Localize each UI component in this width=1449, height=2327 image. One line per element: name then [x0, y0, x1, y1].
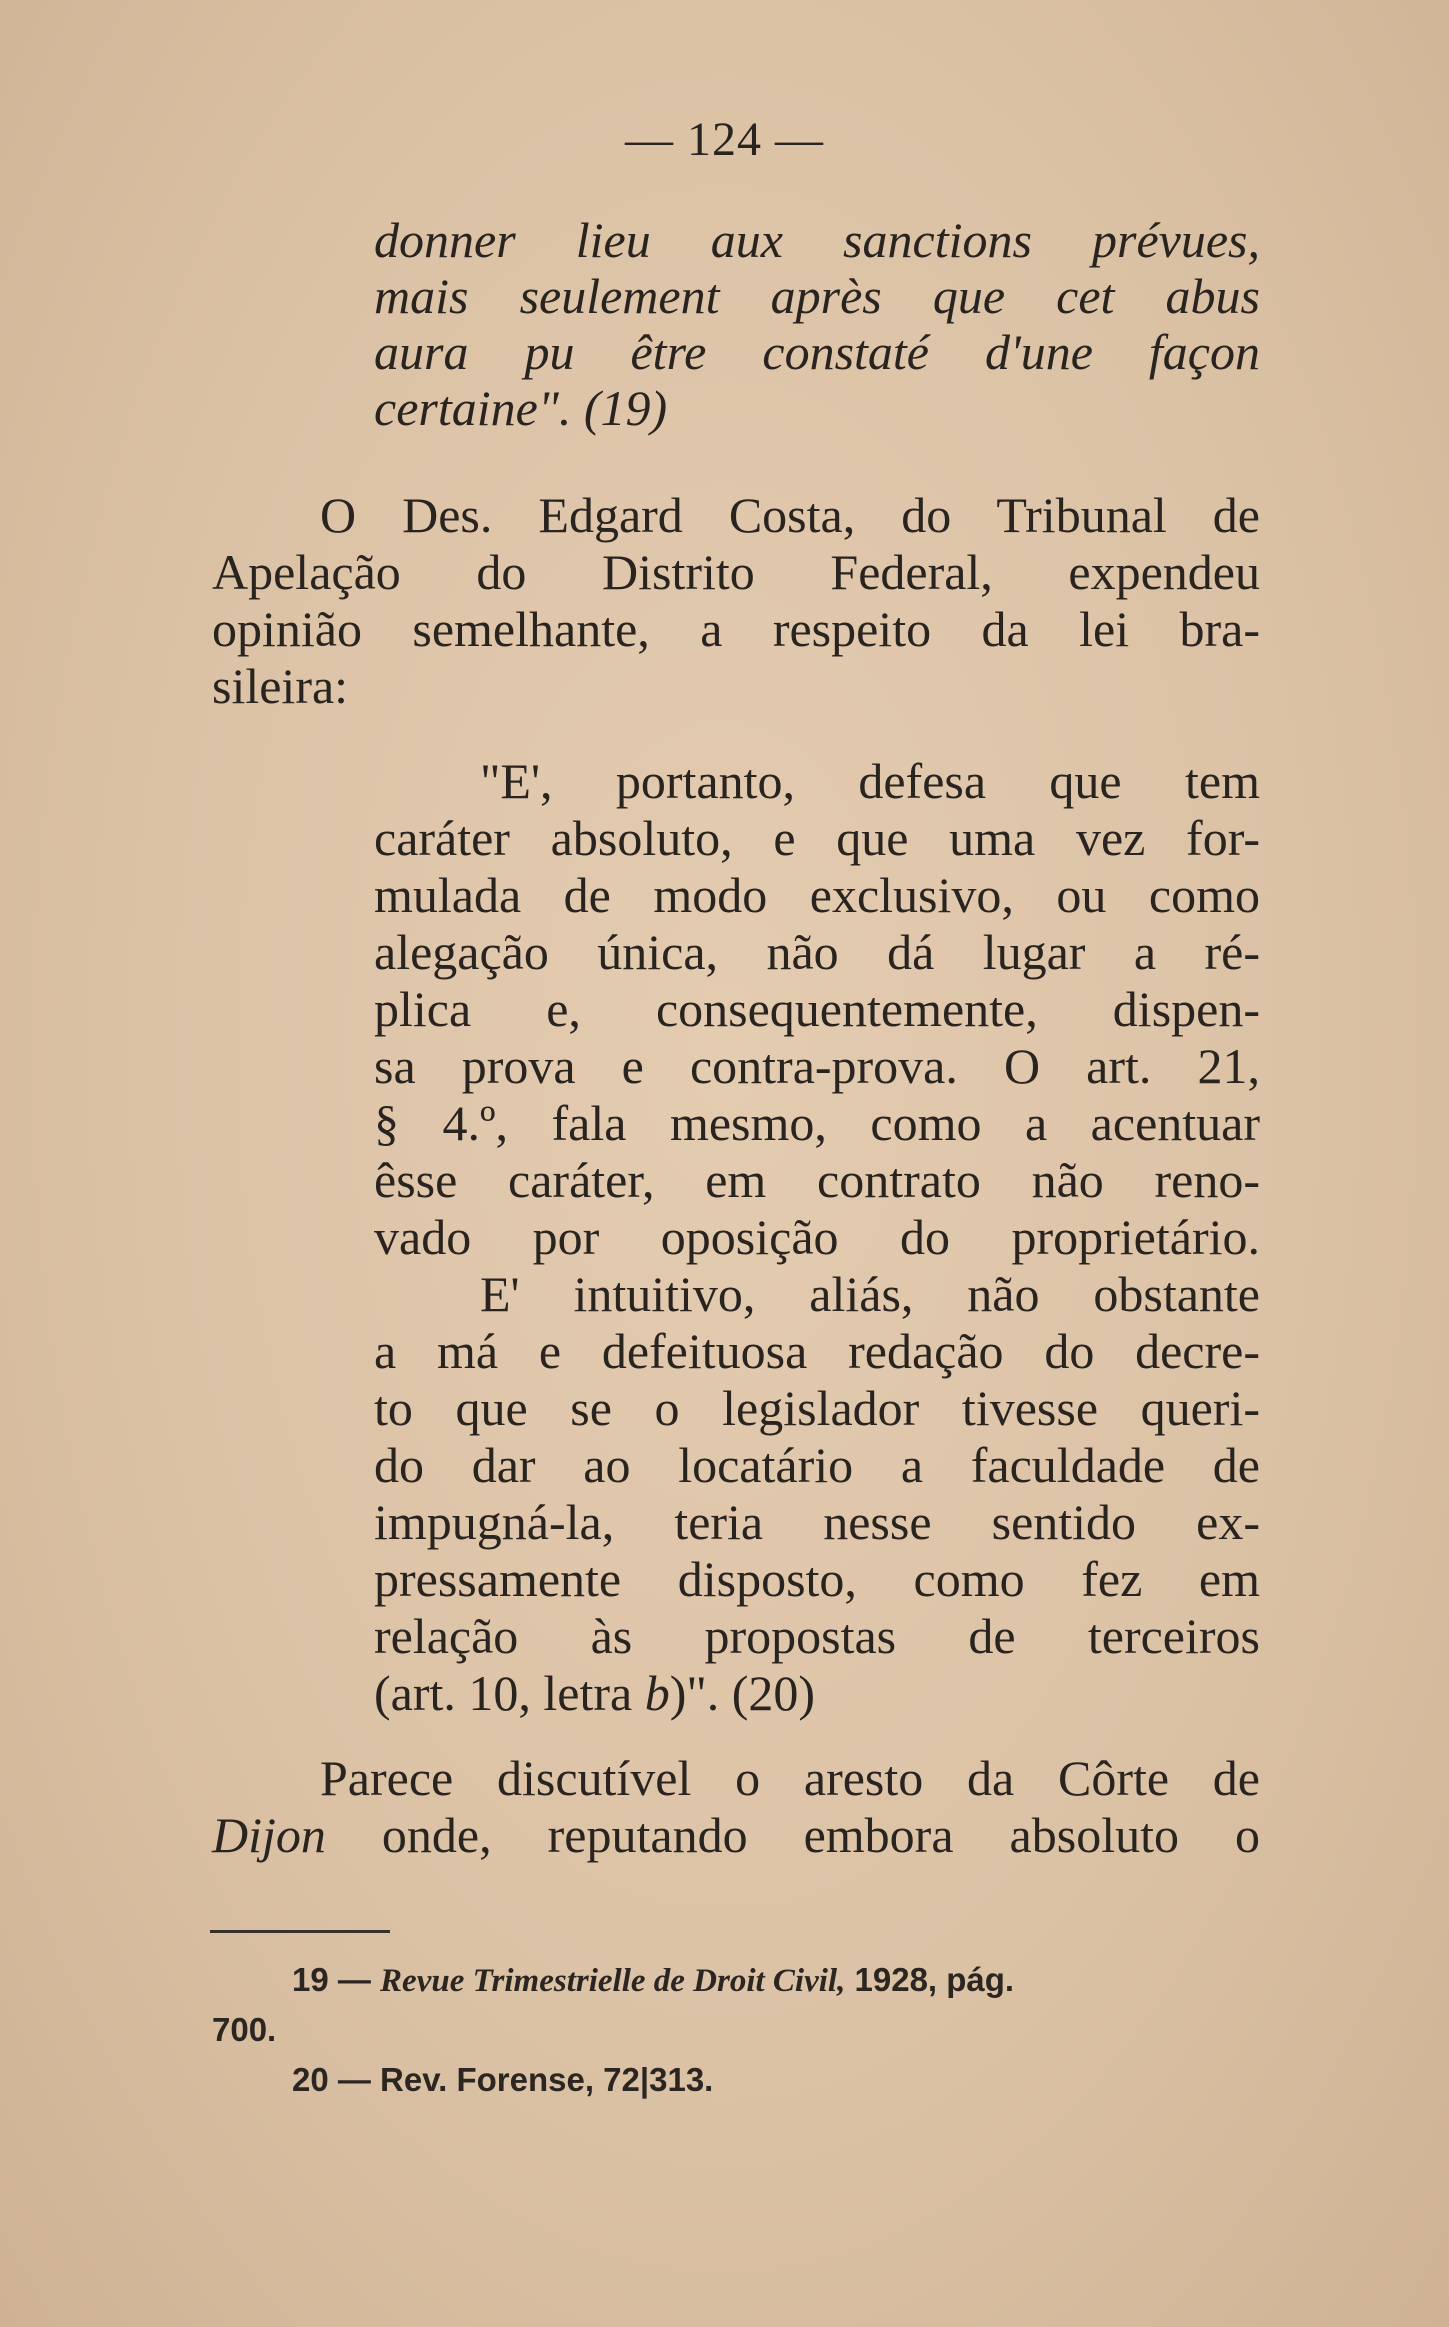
- para1-line-3: opinião semelhante, a respeito da lei bra-: [212, 601, 1260, 657]
- page-number: — 124 —: [625, 113, 824, 166]
- quote2-line-12: to que se o legislador tivesse queri-: [374, 1380, 1260, 1436]
- quote2-line-15: pressamente disposto, como fez em: [374, 1551, 1260, 1607]
- quote2-line-7: § 4.º, fala mesmo, como a acentuar: [374, 1095, 1260, 1151]
- fn19-rest: 1928, pág.: [845, 1961, 1015, 1998]
- quote1-line-2: mais seulement après que cet abus: [374, 268, 1260, 324]
- quote2-line-3: mulada de modo exclusivo, ou como: [374, 867, 1260, 923]
- para2-ital-word: Dijon: [212, 1807, 326, 1863]
- para2-line2-rest: onde, reputando embora absoluto o: [325, 1807, 1260, 1863]
- para1-line-4: sileira:: [212, 658, 349, 714]
- quote2-last-post: )". (20): [669, 1665, 816, 1721]
- footnote-19: [292, 1960, 1250, 2001]
- para2-line-1: Parece discutível o aresto da Côrte de: [320, 1750, 1260, 1806]
- footnote-rule: [210, 1930, 390, 1933]
- para2-line-2: [212, 1807, 1260, 1863]
- quote2-line-10: E' intuitivo, aliás, não obstante: [480, 1266, 1260, 1322]
- footnote-19-cont: 700.: [212, 2011, 277, 2048]
- quote2-line-14: impugná-la, teria nesse sentido ex-: [374, 1494, 1260, 1550]
- para1-line-1: O Des. Edgard Costa, do Tribunal de: [320, 487, 1260, 543]
- footnote-20: 20 — Rev. Forense, 72|313.: [292, 2061, 714, 2098]
- quote1-line-3: aura pu être constaté d'une façon: [374, 324, 1260, 380]
- quote2-line-11: a má e defeituosa redação do decre-: [374, 1323, 1260, 1379]
- quote2-line-16: relação às propostas de terceiros: [374, 1608, 1260, 1664]
- quote2-line-13: do dar ao locatário a faculdade de: [374, 1437, 1260, 1493]
- quote1-line-4: certaine". (19): [374, 380, 668, 436]
- quote2-line-6: sa prova e contra-prova. O art. 21,: [374, 1038, 1260, 1094]
- fn19-number: 19 —: [292, 1961, 381, 1998]
- quote2-line-8: êsse caráter, em contrato não reno-: [374, 1152, 1260, 1208]
- fn19-title: Revue Trimestrielle de Droit Civil,: [380, 1963, 846, 1999]
- quote2-line-4: alegação única, não dá lugar a ré-: [374, 924, 1260, 980]
- quote2-line-2: caráter absoluto, e que uma vez for-: [374, 810, 1260, 866]
- quote2-line-1: "E', portanto, defesa que tem: [480, 753, 1260, 809]
- quote2-line-9: vado por oposição do proprietário.: [374, 1209, 1260, 1265]
- para1-line-2: Apelação do Distrito Federal, expendeu: [212, 544, 1260, 600]
- quote2-last-pre: (art. 10, letra: [374, 1665, 645, 1721]
- quote2-line-5: plica e, consequentemente, dispen-: [374, 981, 1260, 1037]
- quote1-line-1: donner lieu aux sanctions prévues,: [374, 212, 1260, 268]
- quote2-last-ital: b: [644, 1665, 670, 1721]
- quote2-line-17: [374, 1665, 815, 1721]
